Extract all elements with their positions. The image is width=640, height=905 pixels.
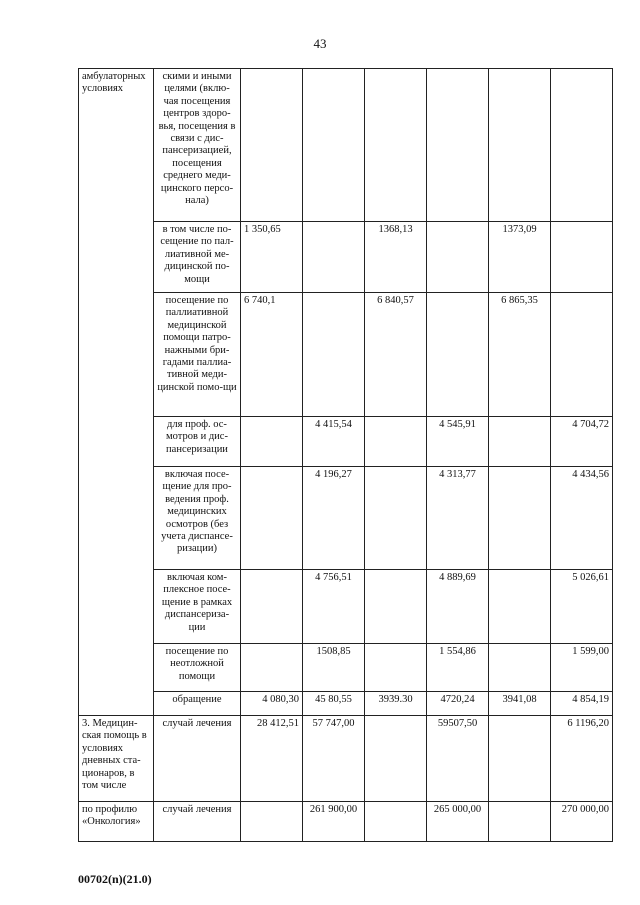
cell-value bbox=[241, 644, 303, 692]
cell-value: 1 599,00 bbox=[551, 644, 613, 692]
table-row bbox=[79, 802, 613, 842]
cell-value bbox=[489, 644, 551, 692]
row-label: случай лечения bbox=[154, 802, 241, 842]
table-row bbox=[79, 467, 613, 570]
cell-value: 4 434,56 bbox=[551, 467, 613, 570]
cell-value: 4 415,54 bbox=[303, 417, 365, 467]
cell-value bbox=[551, 222, 613, 293]
cell-value: 28 412,51 bbox=[241, 716, 303, 802]
cell-value bbox=[365, 716, 427, 802]
cell-value bbox=[241, 802, 303, 842]
table-row bbox=[79, 293, 613, 417]
cell-value bbox=[241, 570, 303, 644]
cell-value: 1 350,65 bbox=[241, 222, 303, 293]
cell-value bbox=[365, 69, 427, 222]
table-row bbox=[79, 692, 613, 716]
row-label: скими и иными целями (вклю-чая посещения центров здоро-вья, посещения в связи с дис-пансеризацией, посещения среднего меди-цинского персо-нала) bbox=[154, 69, 241, 222]
row-label: посещение по неотложной помощи bbox=[154, 644, 241, 692]
cell-value bbox=[241, 69, 303, 222]
row-group-label: 3. Медицин-ская помощь в условиях дневных ста-ционаров, в том числе bbox=[79, 716, 154, 802]
cell-value bbox=[365, 417, 427, 467]
cell-value bbox=[489, 716, 551, 802]
cell-value bbox=[303, 69, 365, 222]
table-row bbox=[79, 222, 613, 293]
document-code: 00702(n)(21.0) bbox=[78, 872, 152, 886]
cell-value: 3939.30 bbox=[365, 692, 427, 716]
cell-value bbox=[365, 570, 427, 644]
cell-value bbox=[489, 570, 551, 644]
cell-value: 45 80,55 bbox=[303, 692, 365, 716]
row-label: обращение bbox=[154, 692, 241, 716]
row-label: в том числе по-сещение по пал-лиативной ме-дицинской по-мощи bbox=[154, 222, 241, 293]
cell-value bbox=[365, 467, 427, 570]
table-row bbox=[79, 716, 613, 802]
cell-value bbox=[489, 69, 551, 222]
cell-value bbox=[551, 293, 613, 417]
cell-value: 4 756,51 bbox=[303, 570, 365, 644]
cell-value: 6 1196,20 bbox=[551, 716, 613, 802]
cell-value: 4 313,77 bbox=[427, 467, 489, 570]
row-group-label: амбулаторных условиях bbox=[79, 69, 154, 716]
cell-value: 4 080,30 bbox=[241, 692, 303, 716]
cell-value: 4 854,19 bbox=[551, 692, 613, 716]
cell-value: 6 865,35 bbox=[489, 293, 551, 417]
cell-value bbox=[241, 417, 303, 467]
row-label: включая ком-плексное посе-щение в рамках диспансериза-ции bbox=[154, 570, 241, 644]
cell-value: 265 000,00 bbox=[427, 802, 489, 842]
cell-value bbox=[427, 69, 489, 222]
cell-value bbox=[427, 293, 489, 417]
cell-value: 1 554,86 bbox=[427, 644, 489, 692]
cell-value: 1508,85 bbox=[303, 644, 365, 692]
cell-value: 261 900,00 bbox=[303, 802, 365, 842]
cell-value: 4 196,27 bbox=[303, 467, 365, 570]
cell-value: 6 740,1 bbox=[241, 293, 303, 417]
row-label: посещение по паллиативной медицинской помощи патро-нажными бри-гадами паллиа-тивной меди-цинской помо-щи bbox=[154, 293, 241, 417]
table-row bbox=[79, 417, 613, 467]
row-label: включая посе-щение для про-ведения проф. медицинских осмотров (без учета диспансе-ризации) bbox=[154, 467, 241, 570]
cell-value: 6 840,57 bbox=[365, 293, 427, 417]
cell-value bbox=[303, 293, 365, 417]
cell-value bbox=[489, 467, 551, 570]
cell-value bbox=[489, 802, 551, 842]
cell-value bbox=[365, 802, 427, 842]
row-label: для проф. ос-мотров и дис-пансеризации bbox=[154, 417, 241, 467]
table-row bbox=[79, 570, 613, 644]
row-label: случай лечения bbox=[154, 716, 241, 802]
cell-value bbox=[427, 222, 489, 293]
tariff-table bbox=[78, 68, 613, 842]
cell-value: 4 704,72 bbox=[551, 417, 613, 467]
cell-value bbox=[551, 69, 613, 222]
cell-value: 4 545,91 bbox=[427, 417, 489, 467]
table-row bbox=[79, 69, 613, 222]
cell-value: 5 026,61 bbox=[551, 570, 613, 644]
cell-value: 4 889,69 bbox=[427, 570, 489, 644]
table-row bbox=[79, 644, 613, 692]
cell-value: 59507,50 bbox=[427, 716, 489, 802]
cell-value: 57 747,00 bbox=[303, 716, 365, 802]
cell-value: 3941,08 bbox=[489, 692, 551, 716]
cell-value bbox=[365, 644, 427, 692]
page-number: 43 bbox=[313, 36, 327, 51]
cell-value bbox=[489, 417, 551, 467]
cell-value bbox=[241, 467, 303, 570]
cell-value bbox=[303, 222, 365, 293]
cell-value: 1368,13 bbox=[365, 222, 427, 293]
row-group-label: по профилю «Онкология» bbox=[79, 802, 154, 842]
cell-value: 270 000,00 bbox=[551, 802, 613, 842]
cell-value: 4720,24 bbox=[427, 692, 489, 716]
cell-value: 1373,09 bbox=[489, 222, 551, 293]
